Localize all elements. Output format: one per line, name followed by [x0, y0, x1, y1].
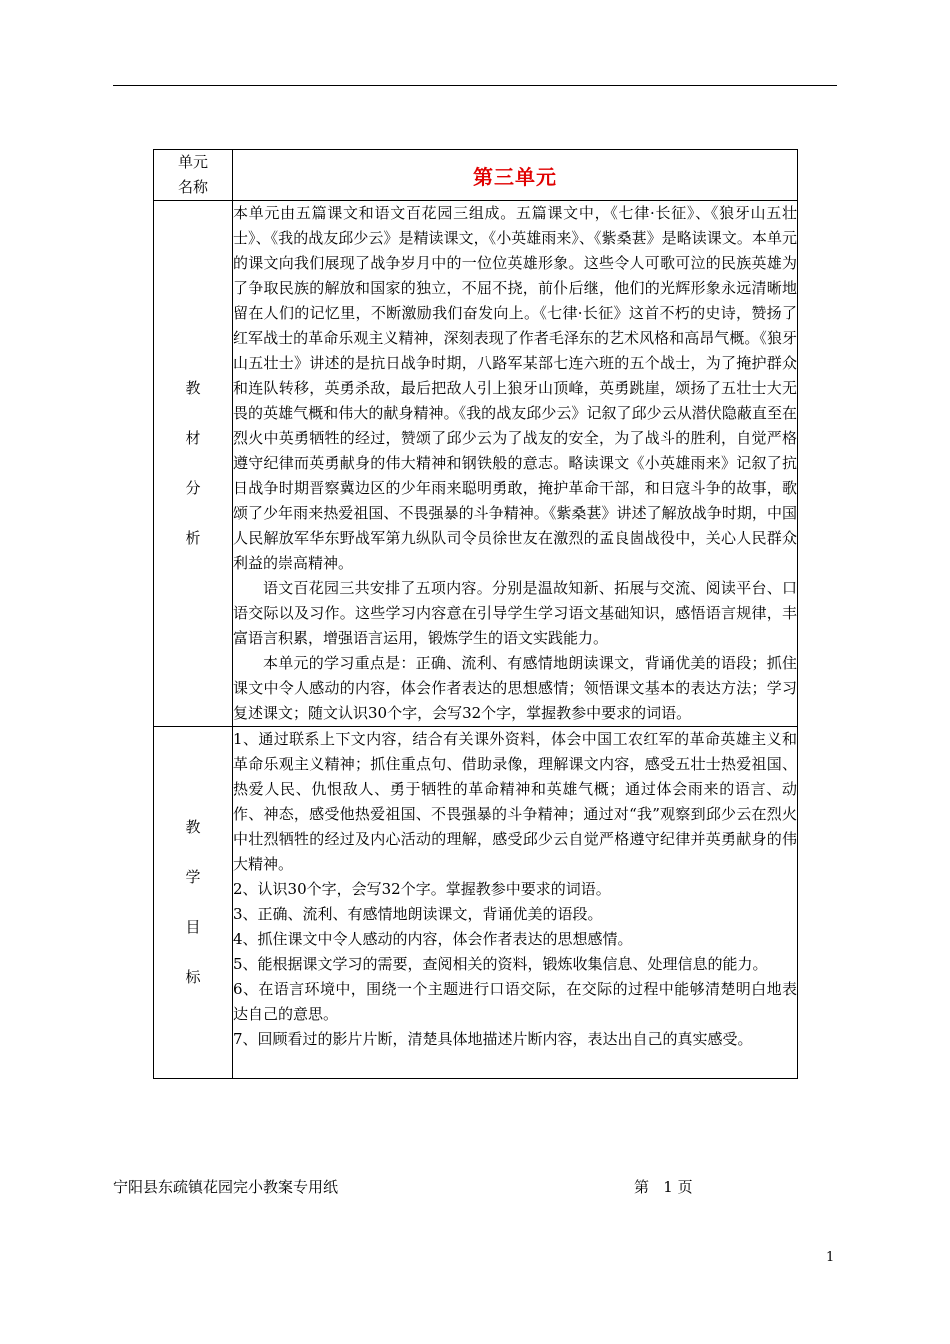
footer-school-name: 宁阳县东疏镇花园完小教案专用纸 — [113, 1178, 339, 1196]
goals-row — [154, 727, 798, 1079]
goal-item: 5、能根据课文学习的需要，查阅相关的资料，锻炼收集信息、处理信息的能力。 — [233, 955, 768, 973]
goal-item: 4、抓住课文中令人感动的内容，体会作者表达的思想感情。 — [233, 930, 633, 948]
analysis-content — [233, 201, 798, 727]
analysis-paragraph: 本单元的学习重点是：正确、流利、有感情地朗读课文，背诵优美的语段；抓住课文中令人感动的内容，体会作者表达的思想感情；领悟课文基本的表达方法；学习复述课文；随文认识30个字，会写32个字，掌握教参中要求的词语。 — [233, 654, 797, 722]
goal-item: 2、认识30个字，会写32个字。掌握教参中要求的词语。 — [233, 880, 611, 898]
unit-label-line: 名称 — [177, 178, 208, 196]
goals-label — [154, 727, 233, 1079]
label-char: 学 — [185, 868, 201, 886]
goal-item: 1、通过联系上下文内容，结合有关课外资料，体会中国工农红军的革命英雄主义和革命乐观主义精神；抓住重点句、借助录像，理解课文内容，感受五壮士热爱祖国、热爱人民、仇恨敌人、勇于牺牲的革命精神和英雄气概；通过体会雨来的语言、动作、神态，感受他热爱祖国、不畏强暴的斗争精神；通过对“我”观察到邱少云在烈火中壮烈牺牲的经过及内心活动的理解，感受邱少云自觉严格遵守纪律并英勇献身的伟大精神。 — [233, 730, 797, 873]
label-char: 分 — [185, 479, 201, 497]
label-char: 析 — [185, 529, 201, 547]
footer-page-label: 第 1 页 — [634, 1178, 693, 1196]
goal-item: 6、在语言环境中，围绕一个主题进行口语交际，在交际的过程中能够清楚明白地表达自己的意思。 — [233, 980, 797, 1023]
analysis-paragraph: 本单元由五篇课文和语文百花园三组成。五篇课文中，《七律·长征》、《狼牙山五壮士》、《我的战友邱少云》是精读课文，《小英雄雨来》、《紫桑葚》是略读课文。本单元的课文向我们展现了战争岁月中的一位位英雄形象。这些令人可歌可泣的民族英雄为了争取民族的解放和国家的独立，不屈不挠，前仆后继，他们的光辉形象永远清晰地留在人们的记忆里，不断激励我们奋发向上。《七律·长征》这首不朽的史诗，赞扬了红军战士的革命乐观主义精神，深刻表现了作者毛泽东的艺术风格和高昂气概。《狼牙山五壮士》讲述的是抗日战争时期，八路军某部七连六班的五个战士，为了掩护群众和连队转移，英勇杀敌，最后把敌人引上狼牙山顶峰，英勇跳崖，颂扬了五壮士大无畏的英雄气概和伟大的献身精神。《我的战友邱少云》记叙了邱少云从潜伏隐蔽直至在烈火中英勇牺牲的经过，赞颂了邱少云为了战友的安全，为了战斗的胜利，自觉严格遵守纪律而英勇献身的伟大精神和钢铁般的意志。略读课文《小英雄雨来》记叙了抗日战争时期晋察冀边区的少年雨来聪明勇敢，掩护革命干部，和日寇斗争的故事，歌颂了少年雨来热爱祖国、不畏强暴的斗争精神。《紫桑葚》讲述了解放战争时期，中国人民解放军华东野战军第九纵队司令员徐世友在激烈的孟良崮战役中，关心人民群众利益的崇高精神。 — [233, 204, 797, 572]
label-char: 标 — [185, 968, 201, 986]
unit-name-cell — [233, 150, 798, 201]
unit-name-row — [154, 150, 798, 201]
analysis-row — [154, 201, 798, 727]
analysis-label — [154, 201, 233, 727]
header-rule — [113, 85, 837, 86]
label-char: 教 — [185, 379, 201, 397]
unit-name-label — [154, 150, 233, 201]
unit-title: 第三单元 — [473, 164, 557, 189]
label-char: 目 — [185, 918, 201, 936]
goal-item: 3、正确、流利、有感情地朗读课文，背诵优美的语段。 — [233, 905, 603, 923]
lesson-plan-table — [153, 149, 798, 1079]
goal-item: 7、回顾看过的影片片断，清楚具体地描述片断内容，表达出自己的真实感受。 — [233, 1030, 753, 1048]
page-number: 1 — [826, 1250, 835, 1265]
label-char: 材 — [185, 429, 201, 447]
goals-content — [233, 727, 798, 1079]
unit-label-line: 单元 — [177, 153, 208, 171]
label-char: 教 — [185, 818, 201, 836]
analysis-paragraph: 语文百花园三共安排了五项内容。分别是温故知新、拓展与交流、阅读平台、口语交际以及习作。这些学习内容意在引导学生学习语文基础知识，感悟语言规律，丰富语言积累，增强语言运用，锻炼学生的语文实践能力。 — [233, 579, 797, 647]
